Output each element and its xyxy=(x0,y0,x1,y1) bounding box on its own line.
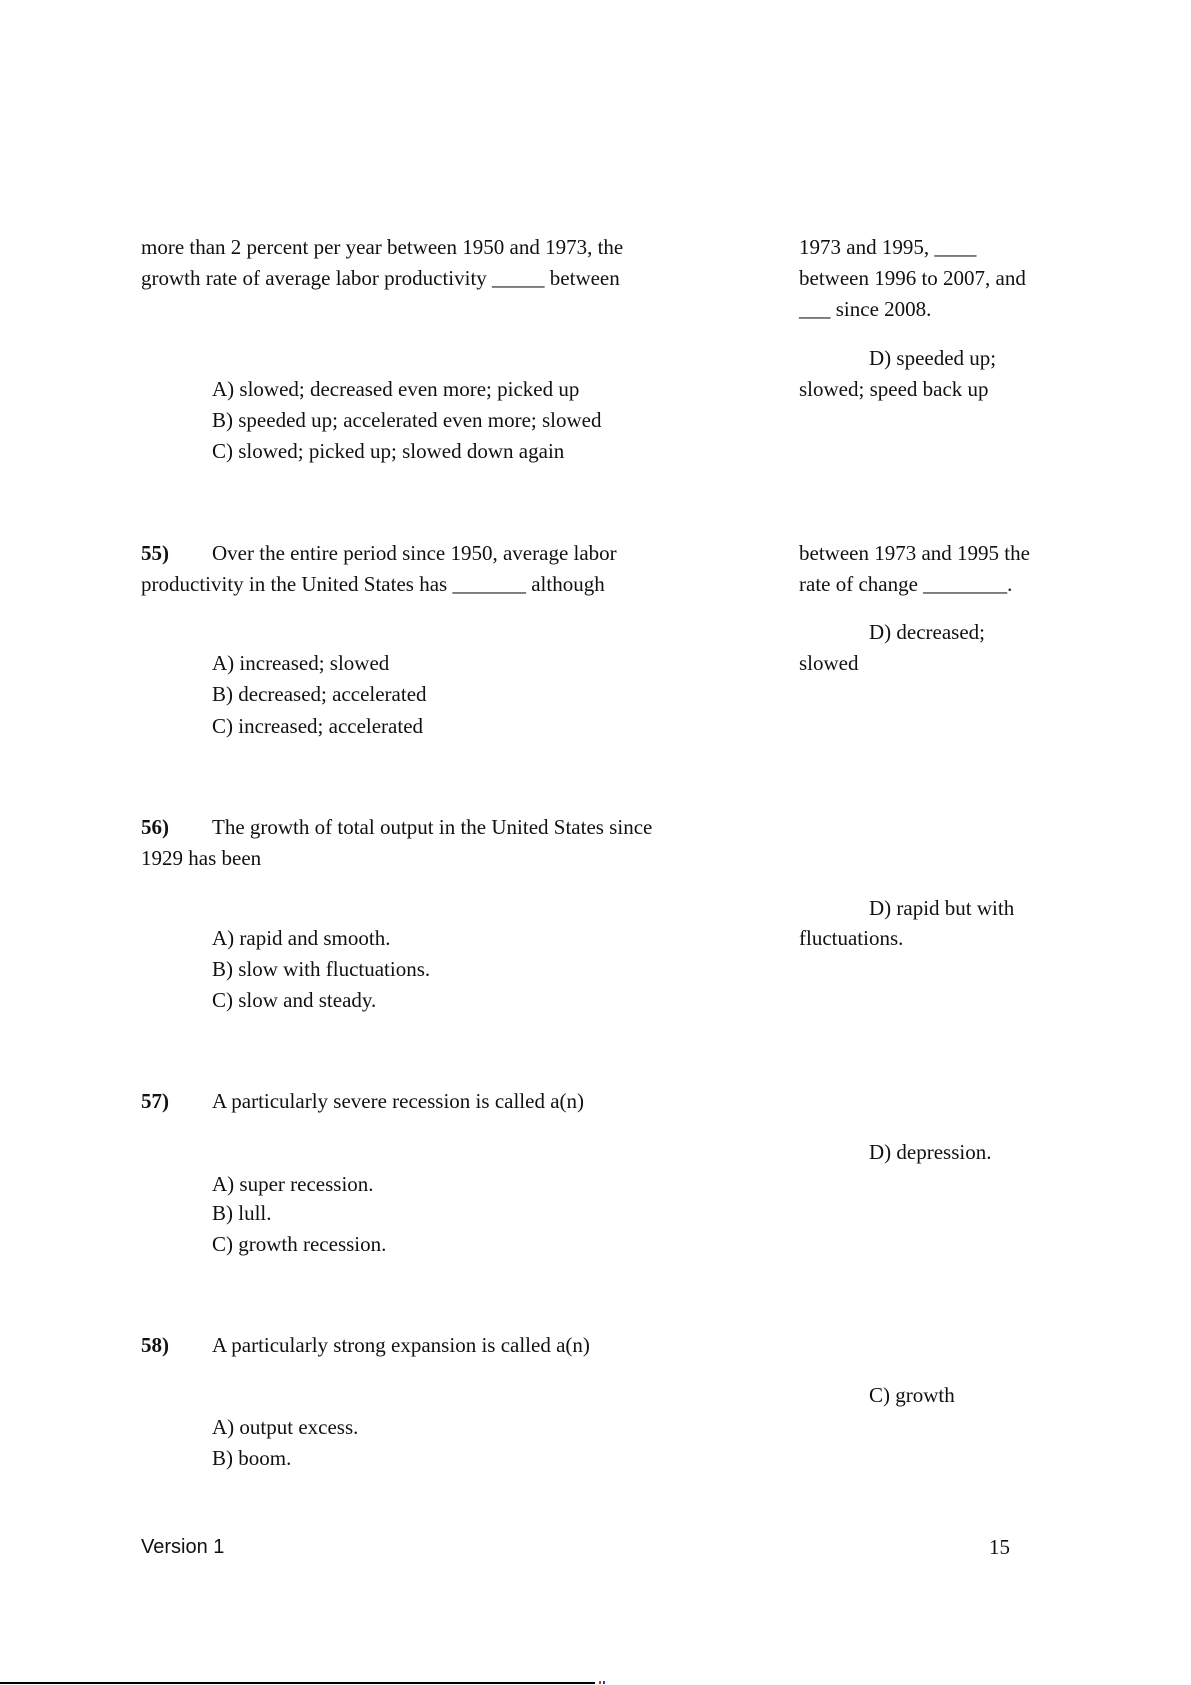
q54-option-d: D) speeded up; xyxy=(869,346,997,370)
q56-option-c: C) slow and steady. xyxy=(212,988,377,1012)
page-bottom-rule xyxy=(0,1682,595,1684)
q56-number: 56) xyxy=(141,815,169,839)
q57-number: 57) xyxy=(141,1089,169,1113)
q55-stem-line: Over the entire period since 1950, average labor xyxy=(212,541,617,565)
q54-option-b: B) speeded up; accelerated even more; slowed xyxy=(212,408,602,432)
q55-option-c: C) increased; accelerated xyxy=(212,714,424,738)
q54-stem-right-line: between 1996 to 2007, and xyxy=(799,266,1026,290)
q55-option-a: A) increased; slowed xyxy=(212,651,390,675)
footer-version: Version 1 xyxy=(141,1536,225,1558)
q58-stem: A particularly strong expansion is called a(n) xyxy=(212,1333,590,1357)
q57-option-b: B) lull. xyxy=(212,1201,272,1225)
q58-option-c: C) growth xyxy=(869,1383,955,1407)
footer-page-number: 15 xyxy=(989,1535,1010,1559)
q56-option-d-cont: fluctuations. xyxy=(799,926,904,950)
q54-option-c: C) slowed; picked up; slowed down again xyxy=(212,439,565,463)
q54-option-d-cont: slowed; speed back up xyxy=(799,377,989,401)
q55-option-d: D) decreased; xyxy=(869,620,986,644)
q54-stem-line: growth rate of average labor productivity _____ between xyxy=(141,266,620,290)
q56-option-a: A) rapid and smooth. xyxy=(212,926,391,950)
q55-option-d-cont: slowed xyxy=(799,651,859,675)
q54-stem-right-line: ___ since 2008. xyxy=(799,297,932,321)
q56-option-d: D) rapid but with xyxy=(869,896,1015,920)
q57-option-c: C) growth recession. xyxy=(212,1232,387,1256)
q55-option-b: B) decreased; accelerated xyxy=(212,682,427,706)
q58-number: 58) xyxy=(141,1333,169,1357)
page-edge-mark xyxy=(599,1681,601,1684)
q57-stem: A particularly severe recession is called a(n) xyxy=(212,1089,585,1113)
q56-option-b: B) slow with fluctuations. xyxy=(212,957,431,981)
q57-option-a: A) super recession. xyxy=(212,1172,374,1196)
q58-option-a: A) output excess. xyxy=(212,1415,359,1439)
q58-option-b: B) boom. xyxy=(212,1446,292,1470)
page-edge-mark xyxy=(603,1681,605,1684)
q54-stem-line: more than 2 percent per year between 1950 and 1973, the xyxy=(141,235,624,259)
q57-option-d: D) depression. xyxy=(869,1140,992,1164)
q55-number: 55) xyxy=(141,541,169,565)
q55-stem-line: productivity in the United States has _______ although xyxy=(141,572,605,596)
q54-option-a: A) slowed; decreased even more; picked up xyxy=(212,377,580,401)
q56-stem-line: The growth of total output in the United States since xyxy=(212,815,653,839)
q56-stem-line: 1929 has been xyxy=(141,846,262,870)
q55-stem-right-line: between 1973 and 1995 the xyxy=(799,541,1030,565)
q55-stem-right-line: rate of change ________. xyxy=(799,572,1013,596)
q54-stem-right-line: 1973 and 1995, ____ xyxy=(799,235,977,259)
